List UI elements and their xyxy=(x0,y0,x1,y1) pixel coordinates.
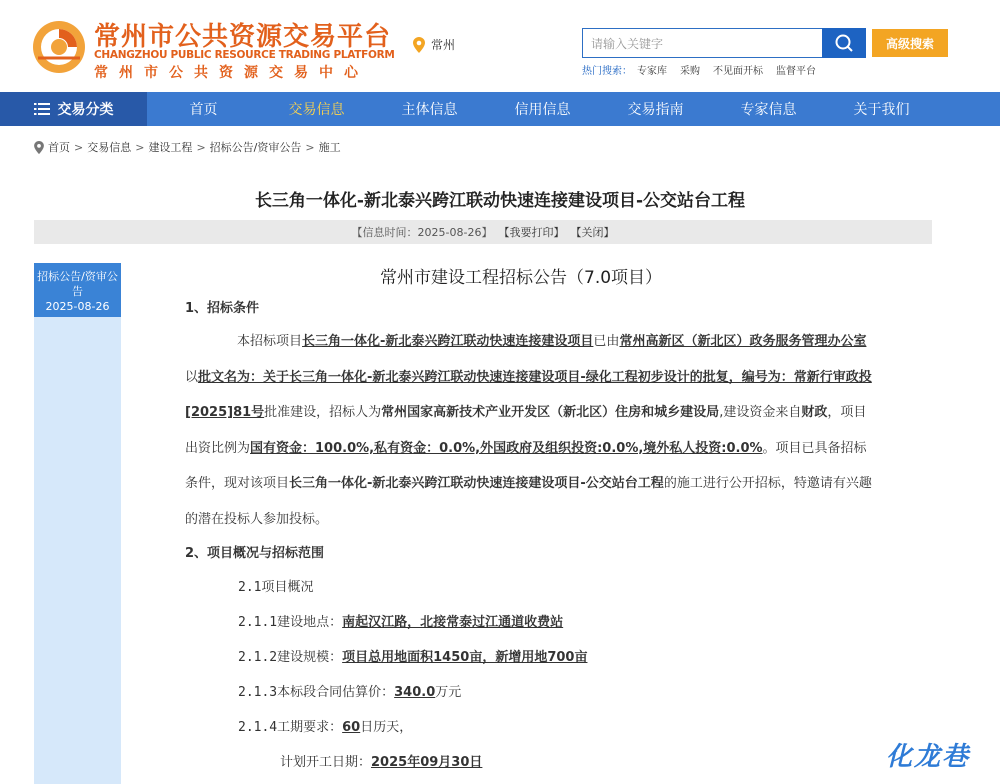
category-menu-button[interactable] xyxy=(0,92,147,126)
item-value: 340.0 xyxy=(394,685,436,700)
breadcrumb-separator: > xyxy=(305,140,315,154)
site-header xyxy=(0,0,1000,92)
nav-item-home[interactable]: 首页 xyxy=(189,102,218,118)
hot-search xyxy=(582,62,816,77)
section-name: 长三角一体化-新北泰兴跨江联动快速连接建设项目-公交站台工程 xyxy=(289,476,664,491)
item-unit: 日历天， xyxy=(360,720,413,735)
text: 本招标项目 xyxy=(237,334,303,349)
text: 的施工进行公开招标，特邀请有兴趣的潜在投标人参加投标。 xyxy=(185,476,872,527)
sidebar-date: 2025-08-26 xyxy=(45,300,110,313)
breadcrumb-separator: > xyxy=(74,140,84,154)
print-button[interactable]: 【我要打印】 xyxy=(498,226,565,239)
sidebar xyxy=(34,263,121,784)
page-title: 长三角一体化-新北泰兴跨江联动快速连接建设项目-公交站台工程 xyxy=(254,191,746,211)
text: ，项目出资比例为 xyxy=(185,405,867,456)
location-pin-icon xyxy=(34,141,44,154)
menu-icon xyxy=(34,102,50,116)
nav-item-entity-info[interactable]: 主体信息 xyxy=(401,102,458,118)
hot-search-label: 热门搜索： xyxy=(582,66,632,77)
overview-heading xyxy=(238,576,313,595)
nav-item-trading-info[interactable]: 交易信息 xyxy=(288,102,345,118)
approver: 常州高新区（新北区）政务服务管理办公室 xyxy=(619,334,867,349)
section-heading: 1、招标条件 xyxy=(185,301,260,316)
breadcrumb-separator: > xyxy=(196,140,206,154)
estimated-price xyxy=(238,681,461,700)
doc-title: 常州市建设工程招标公告（7.0项目） xyxy=(380,268,663,288)
item-label: 2.1.4工期要求： xyxy=(238,720,343,735)
city-label: 常州 xyxy=(431,38,456,52)
main-nav xyxy=(0,92,1000,126)
nav-item-credit-info[interactable]: 信用信息 xyxy=(514,102,571,118)
search-icon xyxy=(834,33,854,53)
info-bar xyxy=(34,220,932,244)
sidebar-category: 招标公告/资审公告 xyxy=(37,270,118,298)
text: 。项目已具备招标条件，现对该项目 xyxy=(185,440,867,491)
item-value: 项目总用地面积1450亩，新增用地700亩 xyxy=(342,650,588,665)
project-name: 长三角一体化-新北泰兴跨江联动快速连接建设项目 xyxy=(302,334,594,349)
text: ,建设资金来自 xyxy=(719,405,802,420)
breadcrumb-separator: > xyxy=(135,140,145,154)
hot-search-item[interactable]: 采购 xyxy=(680,66,700,77)
text: 批准建设，招标人为 xyxy=(264,405,382,420)
section-heading: 2、项目概况与招标范围 xyxy=(185,546,325,561)
nav-item-about-us[interactable]: 关于我们 xyxy=(853,102,910,118)
category-menu-label: 交易分类 xyxy=(57,102,114,118)
breadcrumb-item[interactable]: 首页 xyxy=(48,141,70,154)
tender-conditions-paragraph xyxy=(185,324,875,537)
item-label: 2.1项目概况 xyxy=(238,580,314,595)
breadcrumb-item[interactable]: 交易信息 xyxy=(87,141,132,154)
construction-site xyxy=(238,611,563,630)
logo-title: 常州市公共资源交易平台 xyxy=(94,22,392,52)
item-value: 60 xyxy=(342,720,361,735)
advanced-search-button[interactable]: 高级搜索 xyxy=(872,29,948,57)
item-unit: 万元 xyxy=(435,685,462,700)
search-input[interactable]: 请输入关键字 xyxy=(582,28,822,58)
hot-search-item[interactable]: 监督平台 xyxy=(776,66,816,77)
text: 以 xyxy=(185,369,199,385)
logo-english: CHANGZHOU PUBLIC RESOURCE TRADING PLATFORM xyxy=(94,49,395,61)
tenderer: 常州国家高新技术产业开发区（新北区）住房和城乡建设局 xyxy=(381,405,720,420)
approval-doc: 批文名为：关于长三角一体化-新北泰兴跨江联动快速连接建设项目-绿化工程初步设计的批复，编号为：常新行审政投[2025]81号 xyxy=(185,369,872,420)
location-pin-icon xyxy=(413,37,425,53)
logo-subtitle: 常州市公共资源交易中心 xyxy=(94,65,369,81)
funding-ratio: 国有资金：100.0%,私有资金：0.0%,外国政府及组织投资:0.0%,境外私人投资:0.0% xyxy=(250,440,763,456)
item-label: 计划开工日期： xyxy=(280,755,372,770)
city-selector[interactable] xyxy=(413,36,455,53)
fund-source: 财政 xyxy=(801,405,828,420)
breadcrumb xyxy=(34,139,341,155)
watermark: 化龙巷 xyxy=(886,742,971,772)
planned-start-date xyxy=(280,751,482,770)
item-label: 2.1.2建设规模： xyxy=(238,650,343,665)
hot-search-item[interactable]: 不见面开标 xyxy=(713,66,763,77)
breadcrumb-item[interactable]: 建设工程 xyxy=(148,141,193,154)
breadcrumb-item[interactable]: 招标公告/资审公告 xyxy=(209,141,302,154)
nav-items xyxy=(147,92,938,126)
breadcrumb-item[interactable]: 施工 xyxy=(318,141,341,154)
item-label: 2.1.3本标段合同估算价： xyxy=(238,685,395,700)
sidebar-header xyxy=(34,263,121,317)
item-label: 2.1.1建设地点： xyxy=(238,615,343,630)
search-button[interactable] xyxy=(822,28,866,58)
close-button[interactable]: 【关闭】 xyxy=(570,226,615,239)
item-value: 2025年09月30日 xyxy=(371,755,483,770)
logo-icon xyxy=(30,18,88,76)
nav-item-trading-guide[interactable]: 交易指南 xyxy=(627,102,684,118)
item-value: 南起汉江路，北接常泰过江通道收费站 xyxy=(342,615,564,630)
text: 已由 xyxy=(593,334,620,349)
construction-scale xyxy=(238,646,587,665)
hot-search-item[interactable]: 专家库 xyxy=(637,66,667,77)
info-time: 【信息时间：2025-08-26】 xyxy=(351,226,493,239)
duration xyxy=(238,716,412,735)
nav-item-expert-info[interactable]: 专家信息 xyxy=(740,102,797,118)
